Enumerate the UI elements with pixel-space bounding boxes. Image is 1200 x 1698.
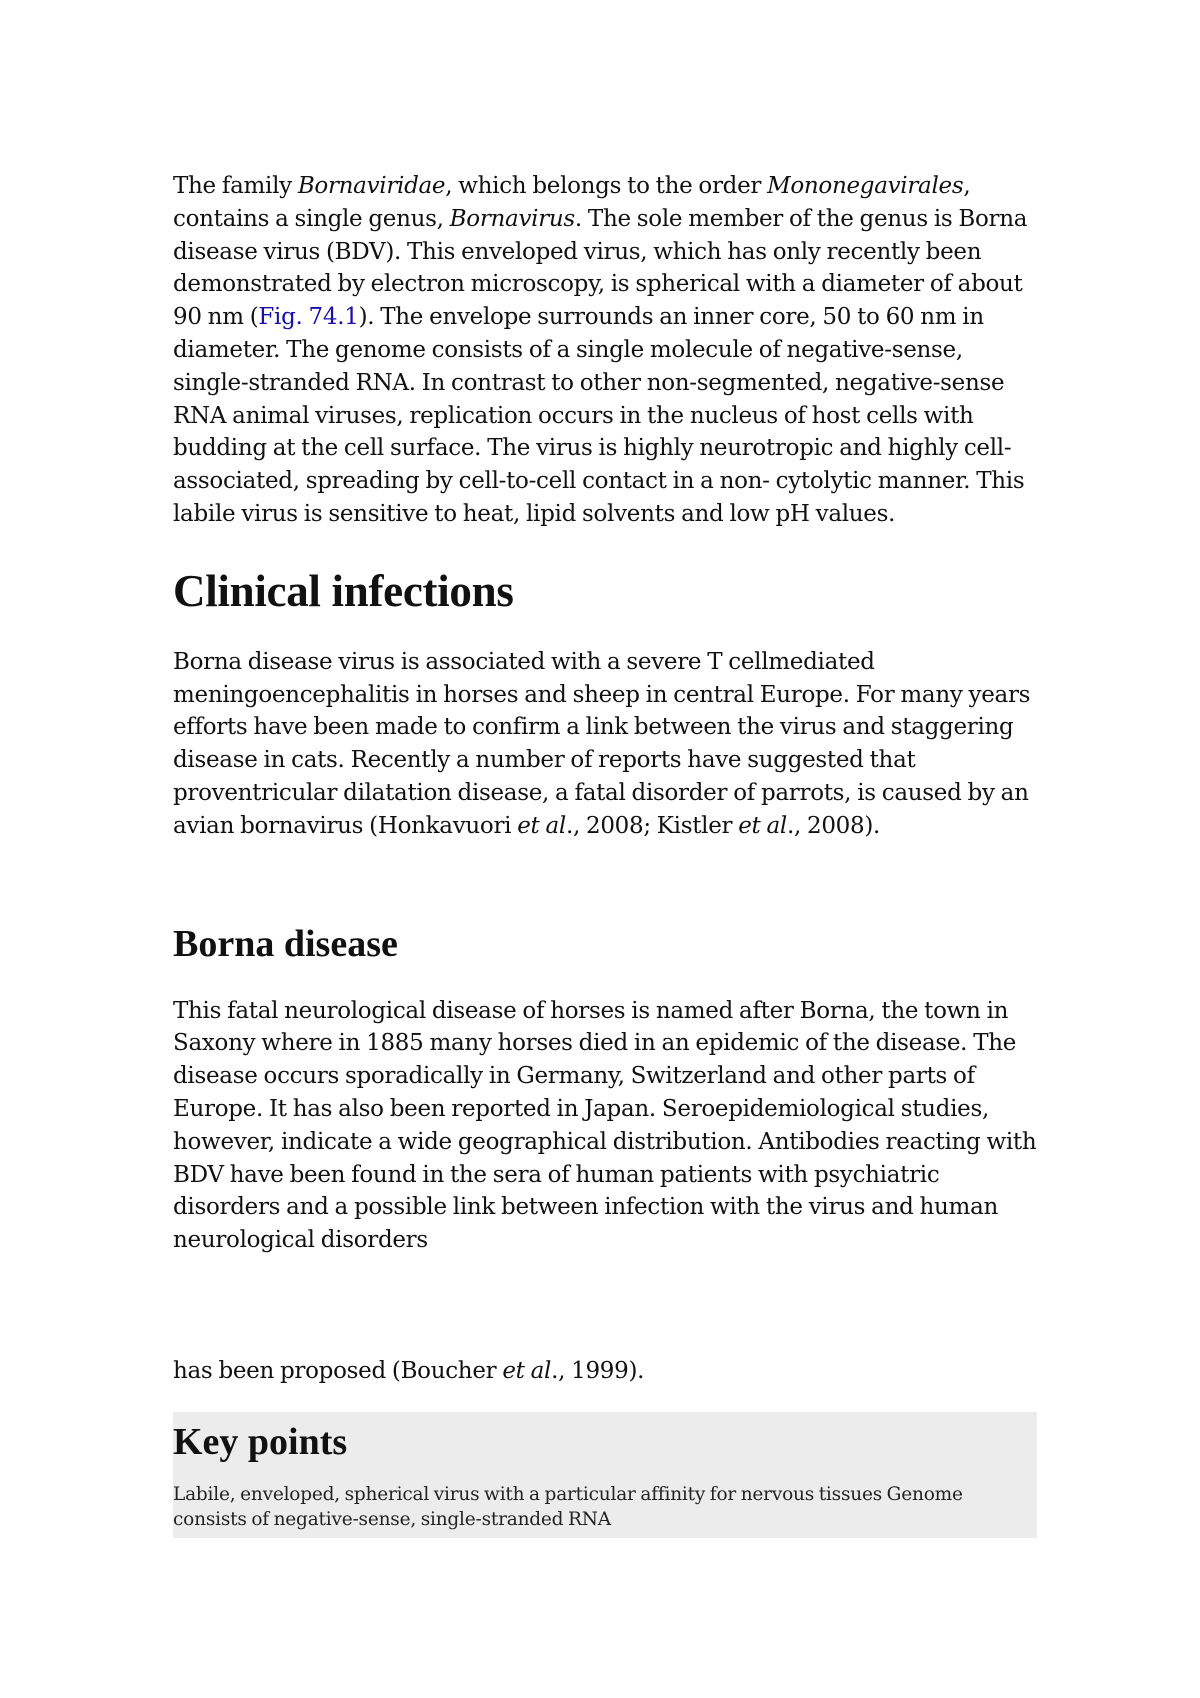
intro-text: , contains a single genus, xyxy=(173,173,971,232)
intro-text: The family xyxy=(173,173,298,199)
genus-name: Bornavirus xyxy=(449,205,575,232)
citation-etal: et al xyxy=(517,812,566,839)
clinical-infections-heading: Clinical infections xyxy=(173,565,514,616)
figure-link[interactable]: Fig. 74.1 xyxy=(258,304,359,331)
clinical-text: ., 2008; Kistler xyxy=(565,812,739,839)
clinical-paragraph xyxy=(173,646,1037,843)
clinical-text: ., 2008). xyxy=(786,812,881,839)
borna-continuation xyxy=(173,1355,1037,1388)
intro-paragraph xyxy=(173,170,1037,531)
citation-etal: et al xyxy=(502,1357,552,1384)
intro-text: , which belongs to the order xyxy=(445,173,768,199)
key-points-text: Labile, enveloped, spherical virus with a particular affinity for nervous tissues Genome consists of negative-sense, single-stranded RNA xyxy=(173,1483,963,1531)
clinical-text: Borna disease virus is associated with a severe T cellmediated meningoencephalitis in horses and sheep in central Europe. For many years efforts have been made to confirm a link between the virus and staggering disease in cats. Recently a number of reports have suggested that proventricular dilatation disease, a fatal disorder of parrots, is caused by an avian bornavirus (Honkavuori xyxy=(173,648,1031,839)
key-points-box xyxy=(173,1412,1037,1538)
intro-text: . The sole member of the genus is Borna disease virus (BDV). This enveloped virus, which has only recently been demonstrated by electron microscopy, is spherical with a diameter of about 90 nm ( xyxy=(173,205,1028,331)
citation-etal: et al xyxy=(738,812,787,839)
borna-paragraph: This fatal neurological disease of horses is named after Borna, the town in Saxony where in 1885 many horses died in an epidemic of the disease. The disease occurs sporadically in Germany, Switzerland and other parts of Europe. It has also been reported in Japan. Seroepidemiological studies, however, indicate a wide geographical distribution. Antibodies reacting with BDV have been found in the sera of human patients with psychiatric disorders and a possible link between infection with the virus and human neurological disorders xyxy=(173,997,1037,1254)
order-name: Mononegavirales xyxy=(767,173,964,199)
intro-text: ). The envelope surrounds an inner core, 50 to 60 nm in diameter. The genome consists of a single molecule of negative-sense, single-stranded RNA. In contrast to other non-segmented, negative-sense RNA animal viruses, replication occurs in the nucleus of host cells with budding at the cell surface. The virus is highly neurotropic and highly cell-associated, spreading by cell-to-cell contact in a non- cytolytic manner. This labile virus is sensitive to heat, lipid solvents and low pH values. xyxy=(173,304,1025,527)
document-page xyxy=(173,170,1037,1538)
key-points-heading: Key points xyxy=(173,1420,348,1463)
borna-cont-text: ., 1999). xyxy=(551,1357,645,1384)
family-name: Bornaviridae xyxy=(297,173,446,199)
borna-disease-heading: Borna disease xyxy=(173,922,398,965)
borna-cont-text: has been proposed (Boucher xyxy=(173,1357,503,1384)
